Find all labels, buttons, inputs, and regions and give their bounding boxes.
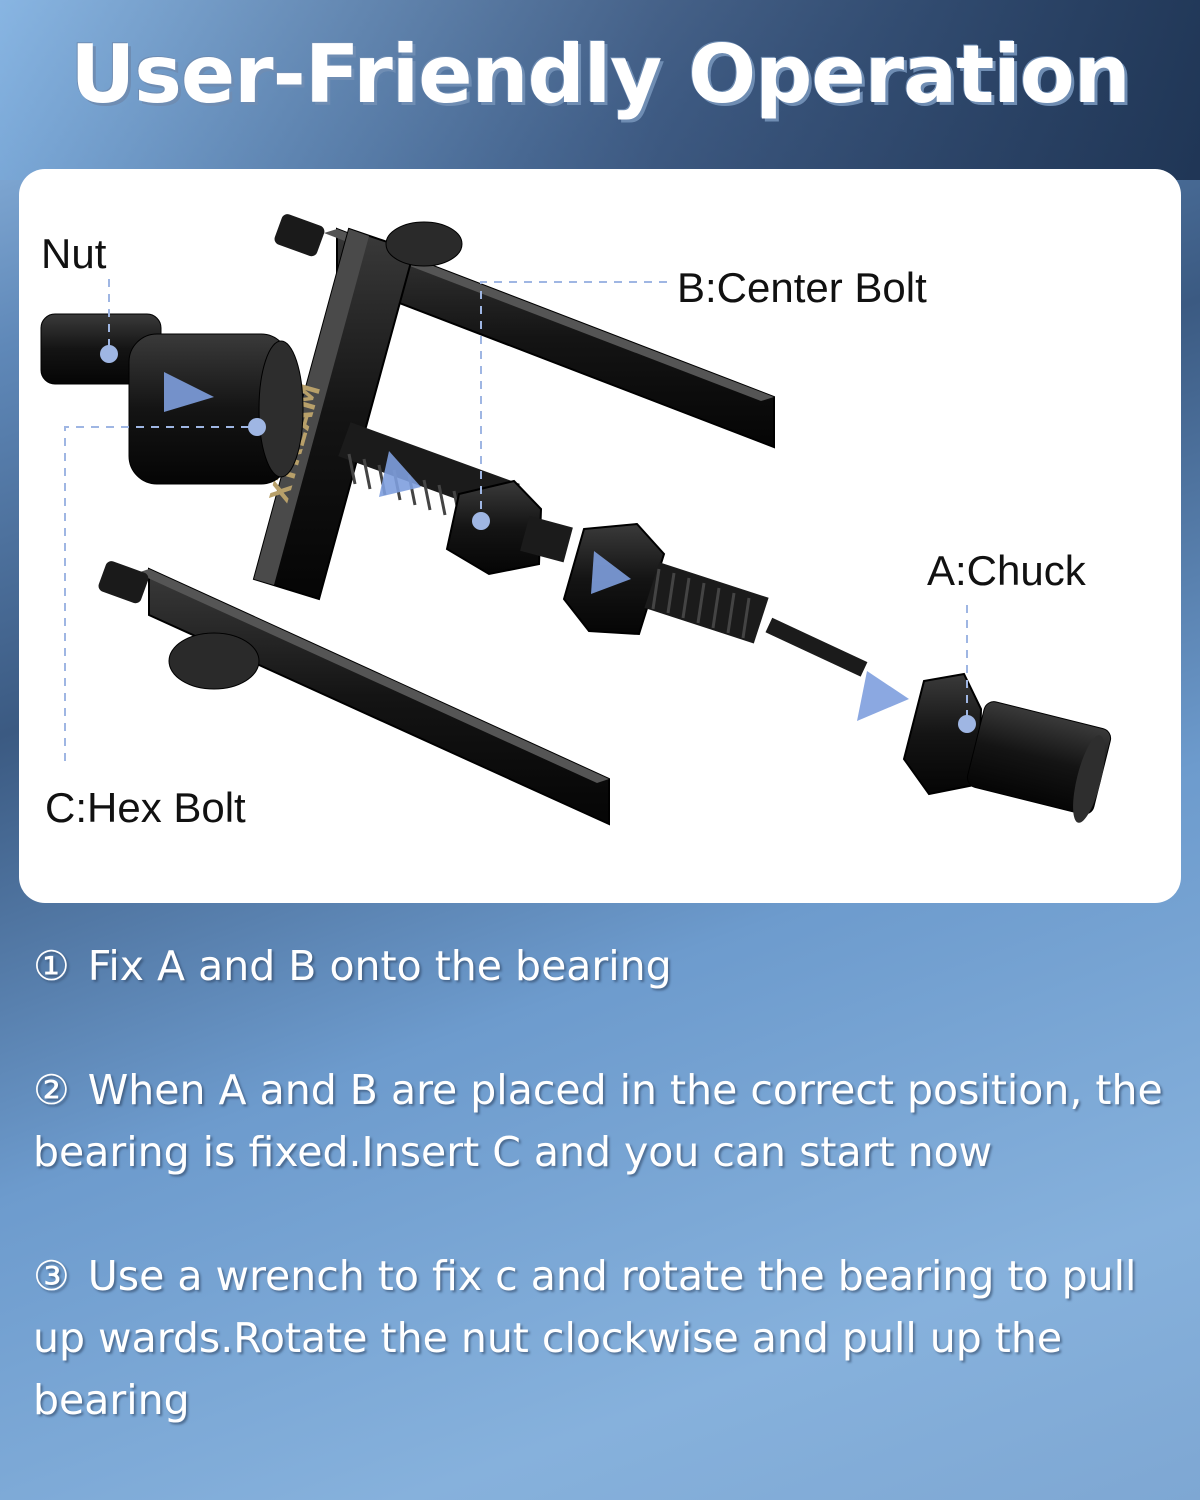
- step-1-text: Fix A and B onto the bearing: [87, 942, 672, 990]
- step-1-number: ①: [33, 942, 70, 990]
- product-diagram-panel: [19, 169, 1181, 903]
- label-chuck: A:Chuck: [927, 547, 1086, 594]
- step-3-text: Use a wrench to fix c and rotate the bearing to pull up wards.Rotate the nut clockwise and pull up the bearing: [33, 1252, 1137, 1424]
- label-center-bolt: B:Center Bolt: [677, 264, 927, 311]
- label-nut: Nut: [41, 230, 107, 277]
- arrow-chuck: [857, 671, 909, 721]
- dot-chuck: [958, 715, 976, 733]
- lower-arm-ring: [169, 633, 259, 689]
- step-2: [33, 1059, 1173, 1183]
- dot-hex-bolt: [248, 418, 266, 436]
- label-hex-bolt: C:Hex Bolt: [45, 784, 246, 831]
- step-3: [33, 1245, 1173, 1431]
- dot-nut: [100, 345, 118, 363]
- step-1: [33, 935, 1173, 997]
- lower-arm-bolt: [97, 559, 150, 604]
- instruction-steps: [33, 935, 1173, 1431]
- step-3-number: ③: [33, 1252, 70, 1300]
- upper-arm-ring: [386, 222, 462, 266]
- step-2-number: ②: [33, 1066, 70, 1114]
- step-2-text: When A and B are placed in the correct position, the bearing is fixed.Insert C and you can start now: [33, 1066, 1163, 1176]
- page-title: User-Friendly Operation: [70, 28, 1130, 121]
- dot-center-bolt: [472, 512, 490, 530]
- upper-arm-bolt: [273, 212, 326, 257]
